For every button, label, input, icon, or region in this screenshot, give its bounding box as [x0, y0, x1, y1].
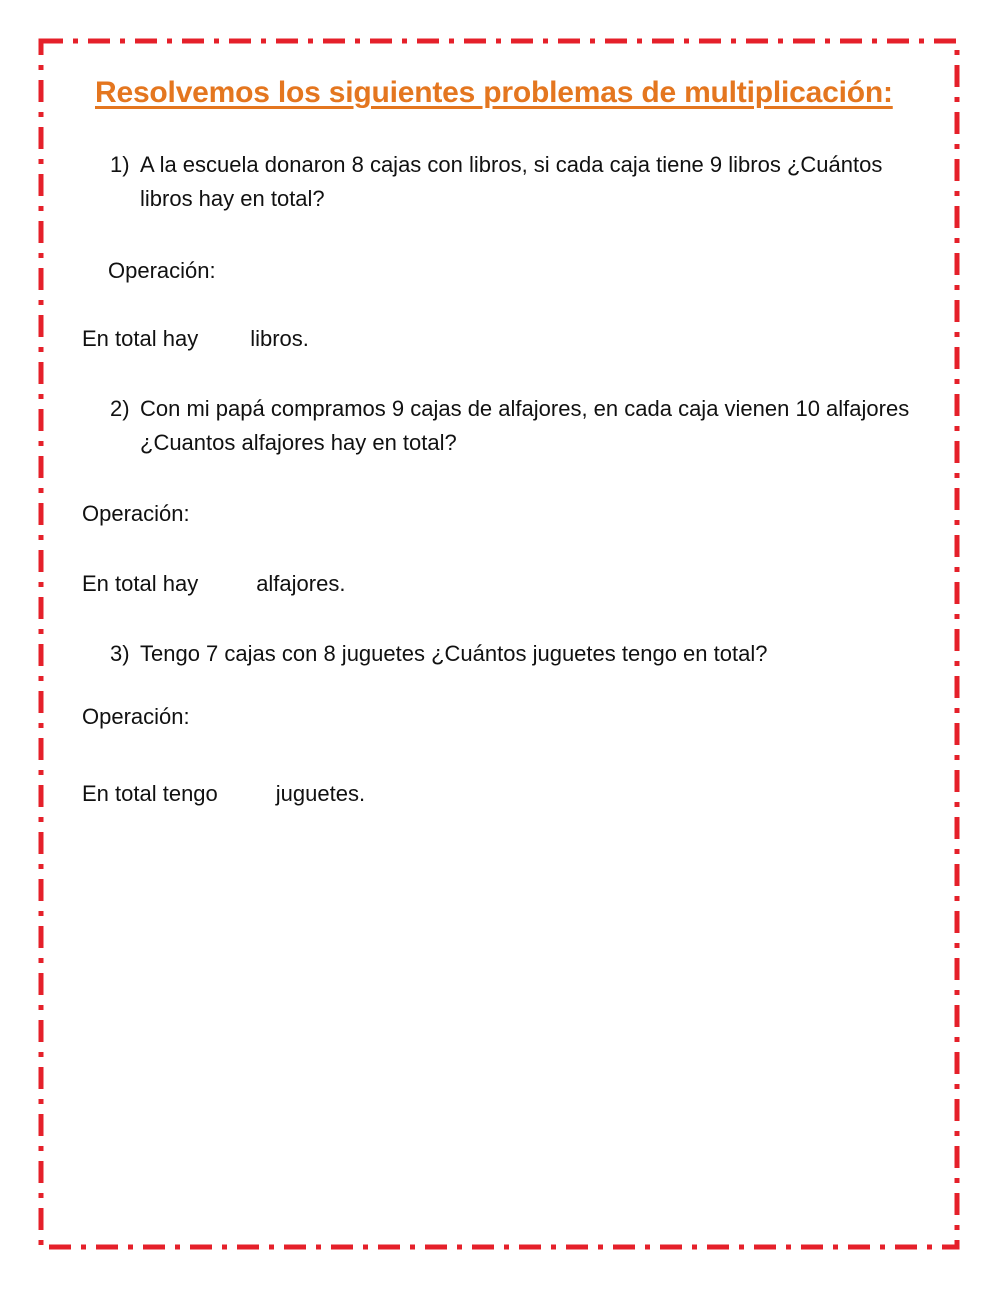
- problem-1-number: 1): [110, 152, 130, 177]
- problem-3-answer-line: [82, 780, 365, 808]
- problem-2-answer-prefix: En total hay: [82, 571, 199, 596]
- problem-2-number: 2): [110, 396, 130, 421]
- problem-1-answer-line: [82, 325, 309, 353]
- problem-1: [110, 148, 930, 216]
- problem-2-answer-line: [82, 570, 345, 598]
- problem-3-operation-label: Operación:: [82, 704, 190, 729]
- problem-3-answer-prefix: En total tengo: [82, 781, 218, 806]
- problem-2-answer-suffix: alfajores.: [256, 571, 346, 596]
- problem-1-operation-label: Operación:: [108, 258, 216, 283]
- problem-2-text: Con mi papá compramos 9 cajas de alfajores, en cada caja vienen 10 alfajores ¿Cuantos alfajores hay en total?: [140, 396, 910, 455]
- problem-3: [110, 637, 930, 671]
- problem-3-text: Tengo 7 cajas con 8 juguetes ¿Cuántos juguetes tengo en total?: [140, 641, 768, 666]
- worksheet-title: Resolvemos los siguientes problemas de multiplicación:: [95, 76, 893, 109]
- problem-3-answer-suffix: juguetes.: [275, 781, 366, 806]
- problem-2-operation-label: Operación:: [82, 501, 190, 526]
- problem-1-answer-prefix: En total hay: [82, 326, 199, 351]
- problem-1-answer-suffix: libros.: [250, 326, 309, 351]
- problem-3-number: 3): [110, 641, 130, 666]
- problem-1-text: A la escuela donaron 8 cajas con libros, si cada caja tiene 9 libros ¿Cuántos libros hay en total?: [140, 152, 883, 211]
- problem-2: [110, 392, 930, 460]
